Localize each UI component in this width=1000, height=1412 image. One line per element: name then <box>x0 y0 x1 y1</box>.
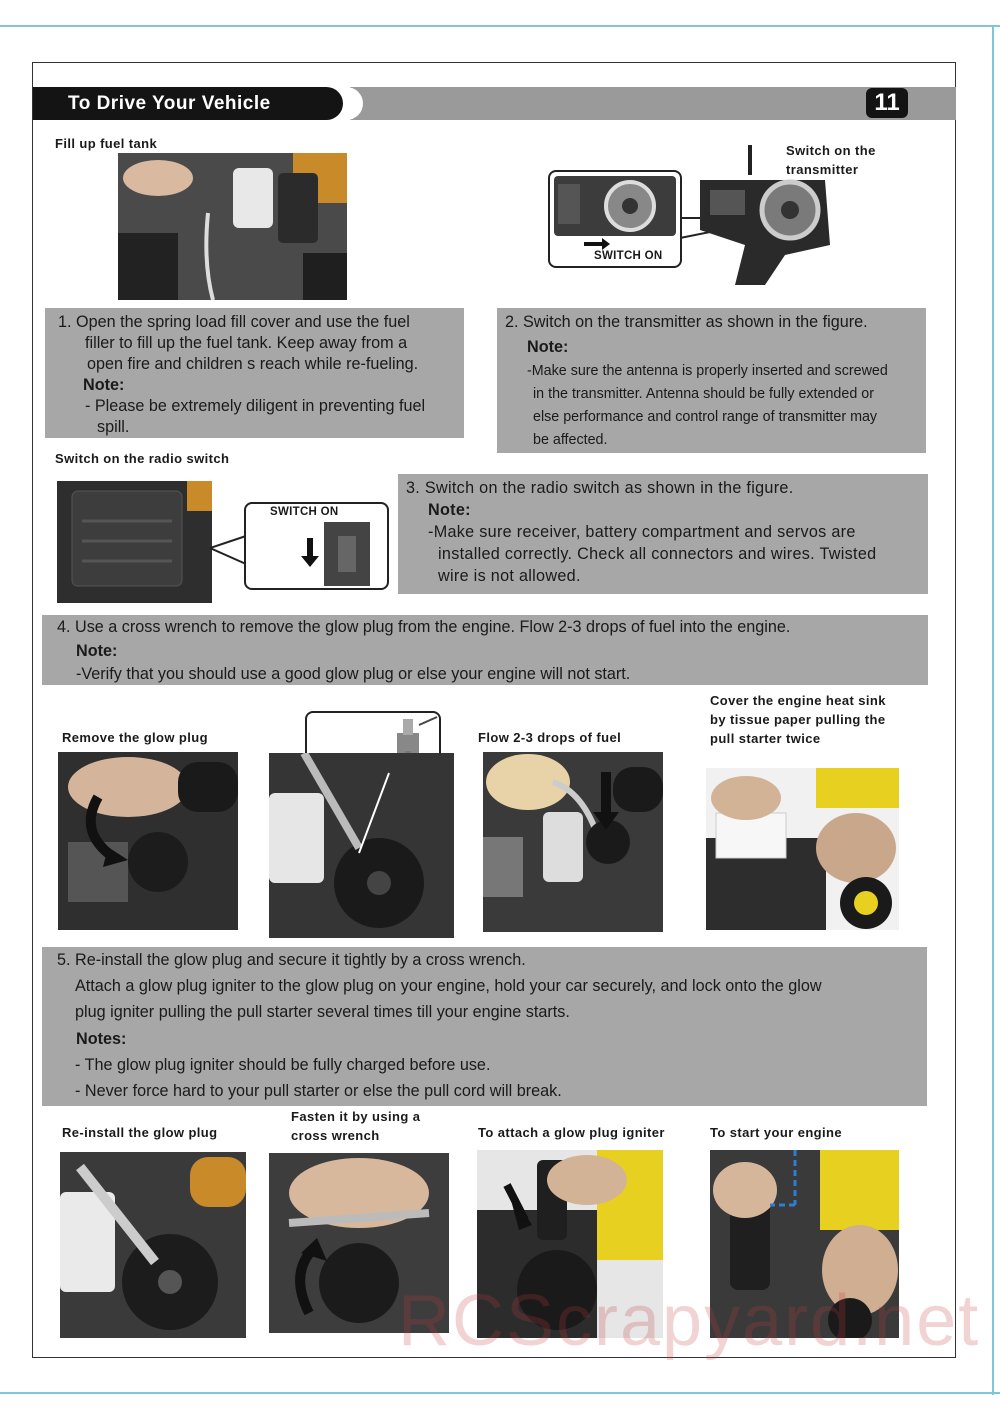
step5-line1: 5. Re-install the glow plug and secure it tightly by a cross wrench. <box>57 951 526 969</box>
step4-box <box>42 615 928 685</box>
step2-note-label: Note: <box>527 338 569 356</box>
reinstall-label: Re-install the glow plug <box>62 1125 218 1140</box>
switch-closeup-art <box>324 522 370 586</box>
down-arrow-icon <box>300 538 320 568</box>
step1-line1: 1. Open the spring load fill cover and use the fuel <box>58 313 410 331</box>
step5-note2: - Never force hard to your pull starter or else the pull cord will break. <box>75 1082 562 1101</box>
radio-switch-callout <box>244 502 389 590</box>
step3-line1: 3. Switch on the radio switch as shown in the figure. <box>406 479 794 497</box>
attach-igniter-label: To attach a glow plug igniter <box>478 1125 665 1140</box>
step5-box <box>42 947 927 1106</box>
step4-note1: -Verify that you should use a good glow plug or else your engine will not start. <box>76 665 631 683</box>
remove-glow-plug-photo <box>58 752 238 930</box>
right-border-line <box>992 25 994 1395</box>
step1-note1: - Please be extremely diligent in preventing fuel <box>85 397 426 415</box>
step1-line3: open fire and children s reach while re-fueling. <box>87 355 419 373</box>
step2-note4: be affected. <box>533 432 608 448</box>
cover-engine-label-line2: by tissue paper pulling the <box>710 712 886 727</box>
fasten-label-line1: Fasten it by using a <box>291 1109 421 1124</box>
transmitter-label-line2: transmitter <box>786 162 859 177</box>
step1-note-label: Note: <box>83 376 125 394</box>
cover-engine-label-line3: pull starter twice <box>710 731 821 746</box>
radio-switch-label: Switch on the radio switch <box>55 451 230 466</box>
step1-line2: filler to fill up the fuel tank. Keep away from a <box>85 334 408 352</box>
step3-box <box>398 474 928 594</box>
transmitter-photo <box>695 145 835 290</box>
step2-line1: 2. Switch on the transmitter as shown in the figure. <box>505 313 868 331</box>
remove-glow-plug-label: Remove the glow plug <box>62 730 208 745</box>
step2-note3: else performance and control range of transmitter may <box>533 409 878 425</box>
flow-fuel-photo <box>483 752 663 932</box>
step4-line1: 4. Use a cross wrench to remove the glow plug from the engine. Flow 2-3 drops of fuel into the engine. <box>57 618 791 636</box>
fuel-tank-photo-art <box>118 153 347 300</box>
cover-engine-photo <box>706 768 899 930</box>
step2-box <box>497 308 926 453</box>
fuel-tank-label: Fill up fuel tank <box>55 136 158 151</box>
transmitter-switch-on-text: SWITCH ON <box>594 250 663 262</box>
radio-switch-on-text: SWITCH ON <box>270 506 339 518</box>
page-number: 11 <box>866 88 908 118</box>
step3-note1: -Make sure receiver, battery compartment and servos are <box>428 523 856 541</box>
step2-note2: in the transmitter. Antenna should be fully extended or <box>533 386 874 402</box>
reinstall-photo <box>60 1152 246 1338</box>
step3-note3: wire is not allowed. <box>438 567 581 585</box>
step2-note1: -Make sure the antenna is properly inserted and screwed <box>527 363 888 379</box>
page-title: To Drive Your Vehicle <box>68 93 271 114</box>
radio-switch-photo <box>57 481 212 603</box>
step1-note2: spill. <box>97 418 130 436</box>
step1-box <box>45 308 464 438</box>
bottom-border-line <box>0 1392 1000 1394</box>
step5-line3: plug igniter pulling the pull starter several times till your engine starts. <box>75 1003 570 1022</box>
fasten-label-line2: cross wrench <box>291 1128 380 1143</box>
start-engine-label: To start your engine <box>710 1125 842 1140</box>
watermark: RCScrapyard.net <box>398 1281 981 1361</box>
cover-engine-label-line1: Cover the engine heat sink <box>710 693 886 708</box>
step3-note2: installed correctly. Check all connectors and wires. Twisted <box>438 545 877 563</box>
top-border-line <box>0 25 1000 27</box>
fuel-tank-photo <box>118 153 347 300</box>
step5-line2: Attach a glow plug igniter to the glow plug on your engine, hold your car securely, and lock onto the glow <box>75 977 822 996</box>
flow-fuel-label: Flow 2-3 drops of fuel <box>478 730 622 745</box>
transmitter-label-line1: Switch on the <box>786 143 876 158</box>
step3-note-label: Note: <box>428 501 471 519</box>
transmitter-switch-callout <box>548 170 682 268</box>
step4-note-label: Note: <box>76 641 118 660</box>
step5-note1: - The glow plug igniter should be fully charged before use. <box>75 1055 491 1074</box>
glow-plug-engine-photo <box>269 753 454 938</box>
step5-notes-label: Notes: <box>76 1029 127 1048</box>
